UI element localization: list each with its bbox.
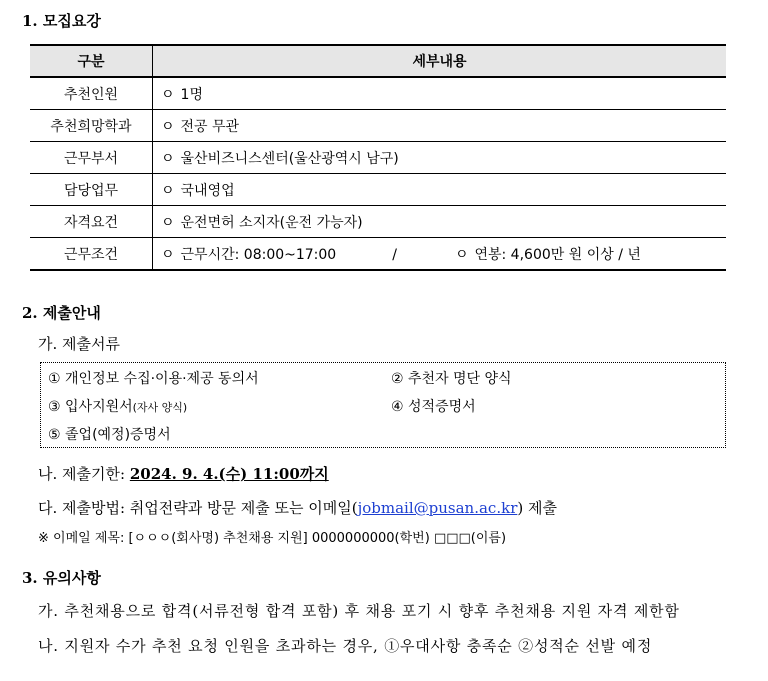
row-label: 자격요건 (30, 206, 153, 238)
table-header-row (30, 45, 726, 77)
section-title-notes: 3. 유의사항 (22, 569, 101, 587)
method-label: 다. 제출방법: 취업전략과 방문 제출 또는 이메일( (38, 499, 358, 517)
salary-text: 연봉: 4,600만 원 이상 / 년 (474, 246, 641, 263)
row-value (153, 77, 727, 110)
row-value (153, 206, 727, 238)
document-text: 졸업(예정)증명서 (65, 427, 171, 443)
row-value-text: 운전면허 소지자(운전 가능자) (180, 214, 363, 231)
bullet-icon: ㅇ (161, 150, 175, 167)
row-label: 추천희망학과 (30, 110, 153, 142)
docs-heading: 가. 제출서류 (38, 335, 120, 353)
table-row (30, 77, 726, 110)
row-value-text: 울산비즈니스센터(울산광역시 남구) (180, 150, 399, 167)
row-label: 근무부서 (30, 142, 153, 174)
document-text: 개인정보 수집·이용·제공 동의서 (65, 371, 259, 387)
work-hours-text: 근무시간: 08:00~17:00 (180, 246, 337, 263)
row-label: 추천인원 (30, 77, 153, 110)
document-item (391, 368, 512, 388)
bullet-icon: ㅇ (454, 246, 469, 263)
deadline-label: 나. 제출기한: (38, 465, 126, 483)
deadline-value: 2024. 9. 4.(수) 11:00까지 (129, 465, 329, 483)
document-number: ③ (48, 399, 61, 415)
bullet-icon: ㅇ (161, 246, 175, 263)
table-row (30, 206, 726, 238)
separator-slash: / (392, 246, 397, 263)
document-number: ⑤ (48, 427, 61, 443)
row-value-text: 국내영업 (180, 182, 235, 199)
document-item (48, 424, 171, 444)
submission-method-line (38, 497, 557, 518)
section-title-recruitment: 1. 모집요강 (22, 12, 101, 30)
bullet-icon: ㅇ (161, 182, 175, 199)
header-details: 세부내용 (153, 45, 727, 77)
bullet-icon: ㅇ (161, 86, 175, 103)
document-number: ① (48, 371, 61, 387)
bullet-icon: ㅇ (161, 118, 175, 135)
table-row (30, 174, 726, 206)
document-text: 성적증명서 (408, 399, 476, 415)
document-number: ② (391, 371, 404, 387)
row-label: 담당업무 (30, 174, 153, 206)
row-value-text: 1명 (180, 86, 203, 103)
row-value-text: 전공 무관 (180, 118, 240, 135)
method-suffix: ) 제출 (517, 499, 557, 517)
notice-item: 나. 지원자 수가 추천 요청 인원을 초과하는 경우, ①우대사항 충족순 ②성적순 선발 예정 (38, 637, 653, 655)
table-row (30, 238, 726, 271)
document-suffix: (자사 양식) (132, 401, 188, 414)
document-item (48, 368, 259, 388)
notice-item: 가. 추천채용으로 합격(서류전형 합격 포함) 후 채용 포기 시 향후 추천채용 지원 자격 제한함 (38, 602, 680, 620)
row-value (153, 238, 727, 271)
section-title-submission: 2. 제출안내 (22, 304, 101, 322)
row-label: 근무조건 (30, 238, 153, 271)
email-subject-note: ※ 이메일 제목: [ㅇㅇㅇ(회사명) 추천채용 지원] 0000000000(학번) □□□(이름) (38, 531, 507, 546)
table-row (30, 110, 726, 142)
deadline-line (38, 463, 329, 484)
email-link[interactable]: jobmail@pusan.ac.kr (357, 499, 518, 517)
document-text: 추천자 명단 양식 (408, 371, 512, 387)
document-item (48, 396, 187, 416)
bullet-icon: ㅇ (161, 214, 175, 231)
document-text: 입사지원서 (65, 399, 133, 415)
row-value (153, 110, 727, 142)
table-row (30, 142, 726, 174)
document-item (391, 396, 476, 416)
required-documents-box (40, 362, 726, 448)
row-value (153, 174, 727, 206)
document-number: ④ (391, 399, 404, 415)
row-value (153, 142, 727, 174)
recruitment-table (30, 44, 726, 271)
header-category: 구분 (30, 45, 153, 77)
